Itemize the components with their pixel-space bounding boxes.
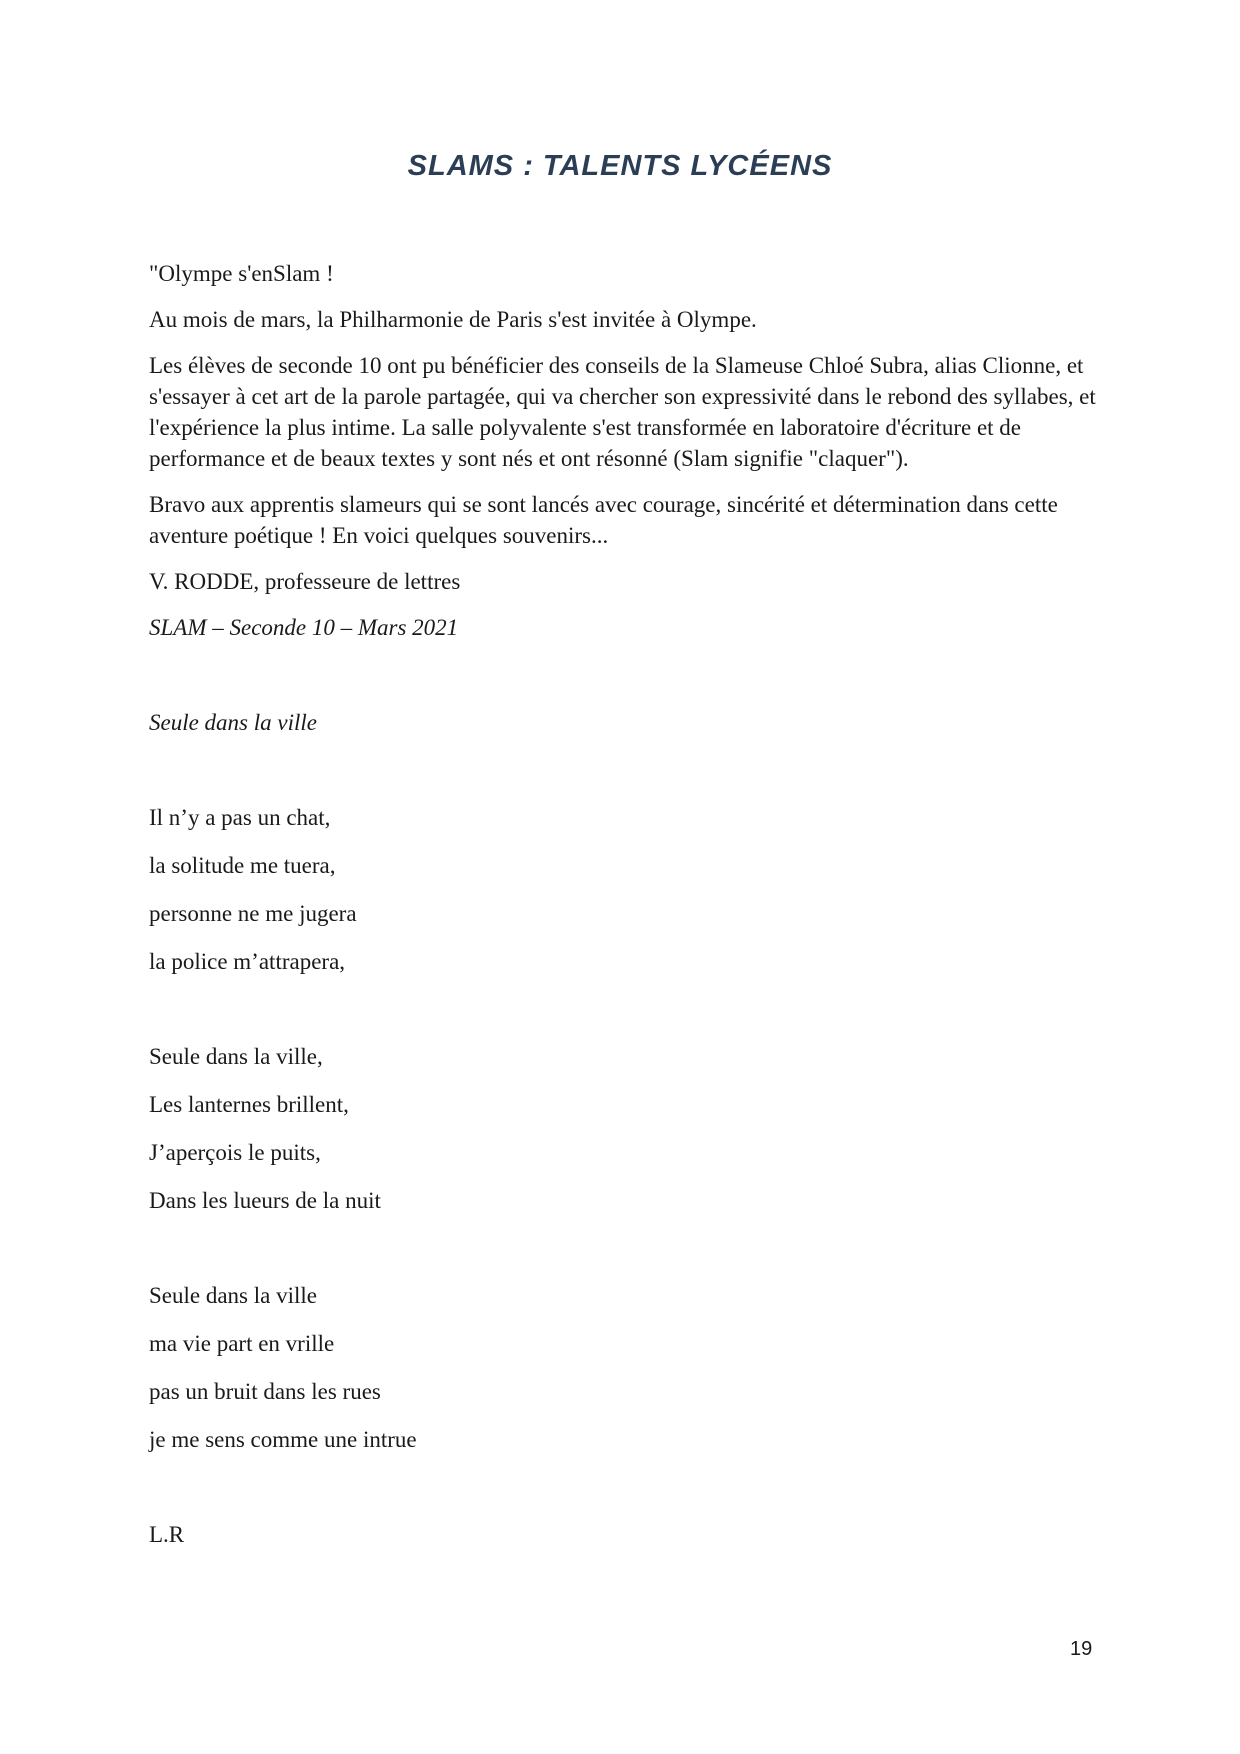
intro-paragraph-2: Les élèves de seconde 10 ont pu bénéficier des conseils de la Slameuse Chloé Subra, alias Clionne, et s'essayer à cet art de la parole partagée, qui va chercher son expressivité dans le rebond des syllabes, et l'expérience la plus intime. La salle polyvalente s'est transformée en laboratoire d'écriture et de performance et de beaux textes y sont nés et ont résonné (Slam signifie "claquer"). (149, 353, 1096, 471)
poem-line: Seule dans la ville (149, 1283, 317, 1308)
page-title: SLAMS : TALENTS LYCÉENS (407, 150, 833, 182)
poem-line: J’aperçois le puits, (149, 1140, 321, 1165)
poem-line: la solitude me tuera, (149, 853, 336, 878)
author-line: V. RODDE, professeure de lettres (149, 569, 461, 594)
poem-title: Seule dans la ville (149, 710, 317, 735)
poem-line: Il n’y a pas un chat, (149, 805, 331, 830)
page-number: 19 (1070, 1638, 1093, 1660)
poem-signature: L.R (149, 1522, 185, 1547)
intro-paragraph-3: Bravo aux apprentis slameurs qui se sont lancés avec courage, sincérité et détermination dans cette aventure poétique ! En voici quelques souvenirs... (149, 492, 1058, 548)
poem-line: ma vie part en vrille (149, 1331, 335, 1356)
slam-subtitle: SLAM – Seconde 10 – Mars 2021 (149, 615, 459, 640)
poem-line: la police m’attrapera, (149, 949, 346, 974)
poem-line: Seule dans la ville, (149, 1044, 323, 1069)
poem-line: Les lanternes brillent, (149, 1092, 349, 1117)
article-body (149, 258, 1099, 1565)
intro-heading: "Olympe s'enSlam ! (149, 261, 334, 286)
poem-line: Dans les lueurs de la nuit (149, 1188, 381, 1213)
poem-stanza-1 (149, 802, 1099, 977)
poem-line: personne ne me jugera (149, 901, 357, 926)
poem-stanza-2 (149, 1041, 1099, 1216)
poem-line: pas un bruit dans les rues (149, 1379, 381, 1404)
poem-stanza-3 (149, 1280, 1099, 1455)
poem-line: je me sens comme une intrue (149, 1427, 417, 1452)
intro-paragraph-1: Au mois de mars, la Philharmonie de Paris s'est invitée à Olympe. (149, 307, 757, 332)
